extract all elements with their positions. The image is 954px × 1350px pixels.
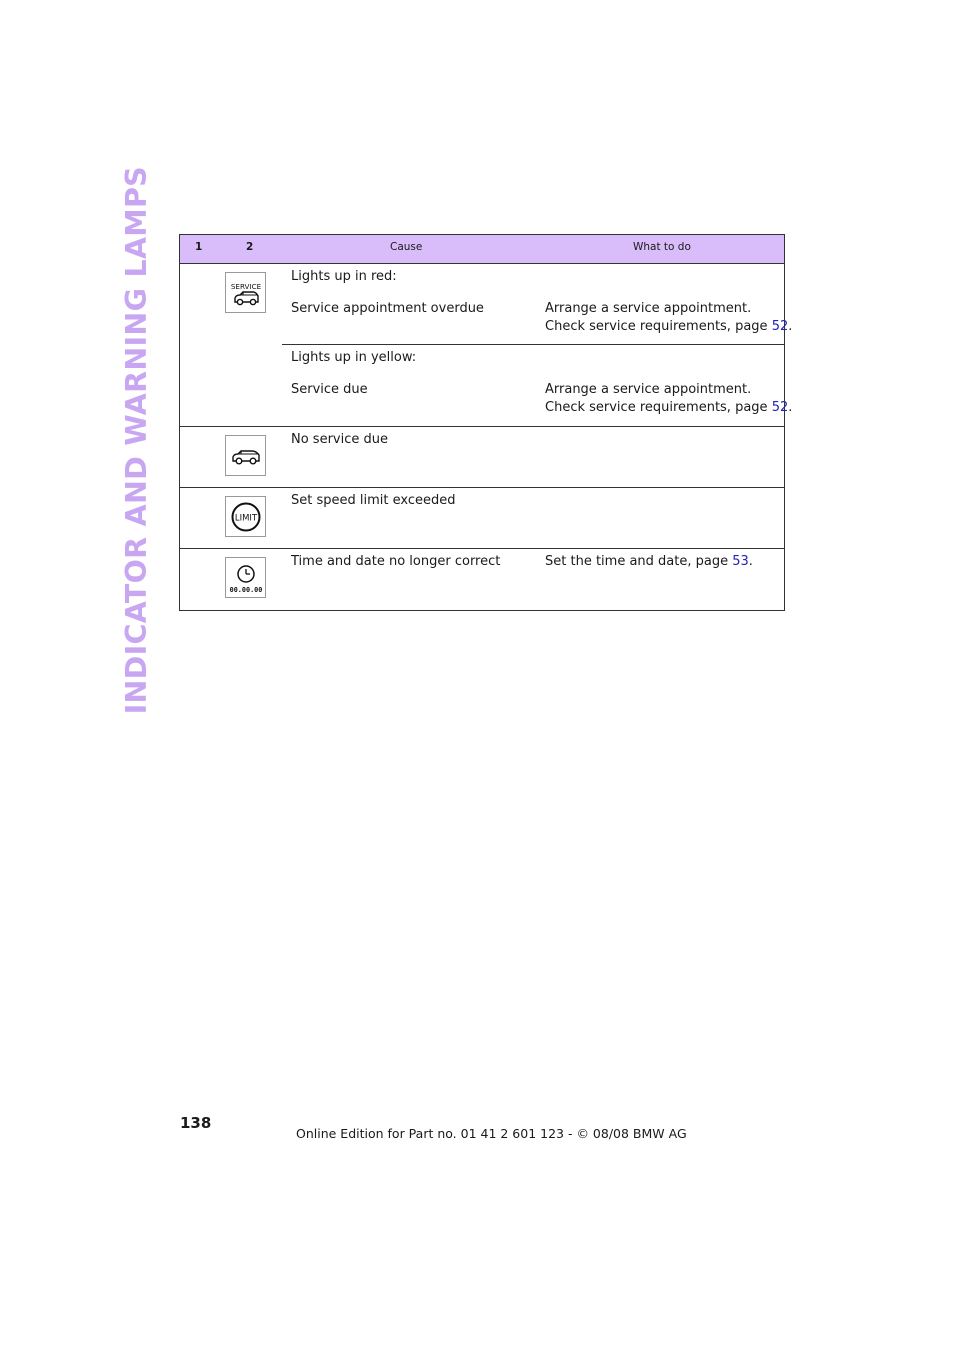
condition-yellow: Lights up in yellow:: [291, 350, 417, 365]
page-number: 138: [180, 1114, 212, 1132]
cause-service-overdue: Service appointment overdue: [291, 301, 484, 316]
row-sub-divider: [282, 344, 784, 345]
table-row-no-service: [180, 427, 784, 488]
header-cause: Cause: [390, 241, 423, 253]
todo-set-time-date: Set the time and date, page 53.: [545, 554, 753, 569]
condition-red: Lights up in red:: [291, 269, 397, 284]
clock-icon: [225, 557, 266, 598]
clock-icon-label: 00.00.00: [229, 585, 262, 594]
todo-arrange-appointment-1: Arrange a service appointment.: [545, 301, 752, 316]
cause-service-due: Service due: [291, 382, 368, 397]
cause-time-date-incorrect: Time and date no longer correct: [291, 554, 501, 569]
cause-no-service-due: No service due: [291, 432, 388, 447]
footer-edition: Online Edition for Part no. 01 41 2 601 123 - © 08/08 BMW AG: [296, 1126, 687, 1141]
service-icon-label: SERVICE: [230, 281, 261, 291]
header-col-1: 1: [195, 241, 203, 253]
cause-speed-limit-exceeded: Set speed limit exceeded: [291, 493, 456, 508]
indicator-table: [179, 234, 793, 611]
chapter-side-title: INDICATOR AND WARNING LAMPS: [119, 165, 153, 714]
todo-check-requirements-1: Check service requirements, page 52.: [545, 319, 793, 334]
car-icon: [225, 435, 266, 476]
table-row-service: [180, 264, 793, 427]
page-link-53[interactable]: 53: [732, 554, 749, 569]
table-header: [180, 235, 784, 264]
todo-check-requirements-2: Check service requirements, page 52.: [545, 400, 793, 415]
header-col-2: 2: [246, 241, 254, 253]
limit-icon: [225, 496, 266, 537]
todo-arrange-appointment-2: Arrange a service appointment.: [545, 382, 752, 397]
limit-icon-label: LIMIT: [234, 513, 257, 523]
table-row-speed-limit: [180, 488, 784, 549]
table-row-time-date: [180, 549, 784, 610]
page-link-52[interactable]: 52: [771, 319, 789, 334]
header-what-to-do: What to do: [633, 241, 691, 253]
page-link-52[interactable]: 52: [771, 400, 789, 415]
service-car-icon: [225, 272, 266, 313]
